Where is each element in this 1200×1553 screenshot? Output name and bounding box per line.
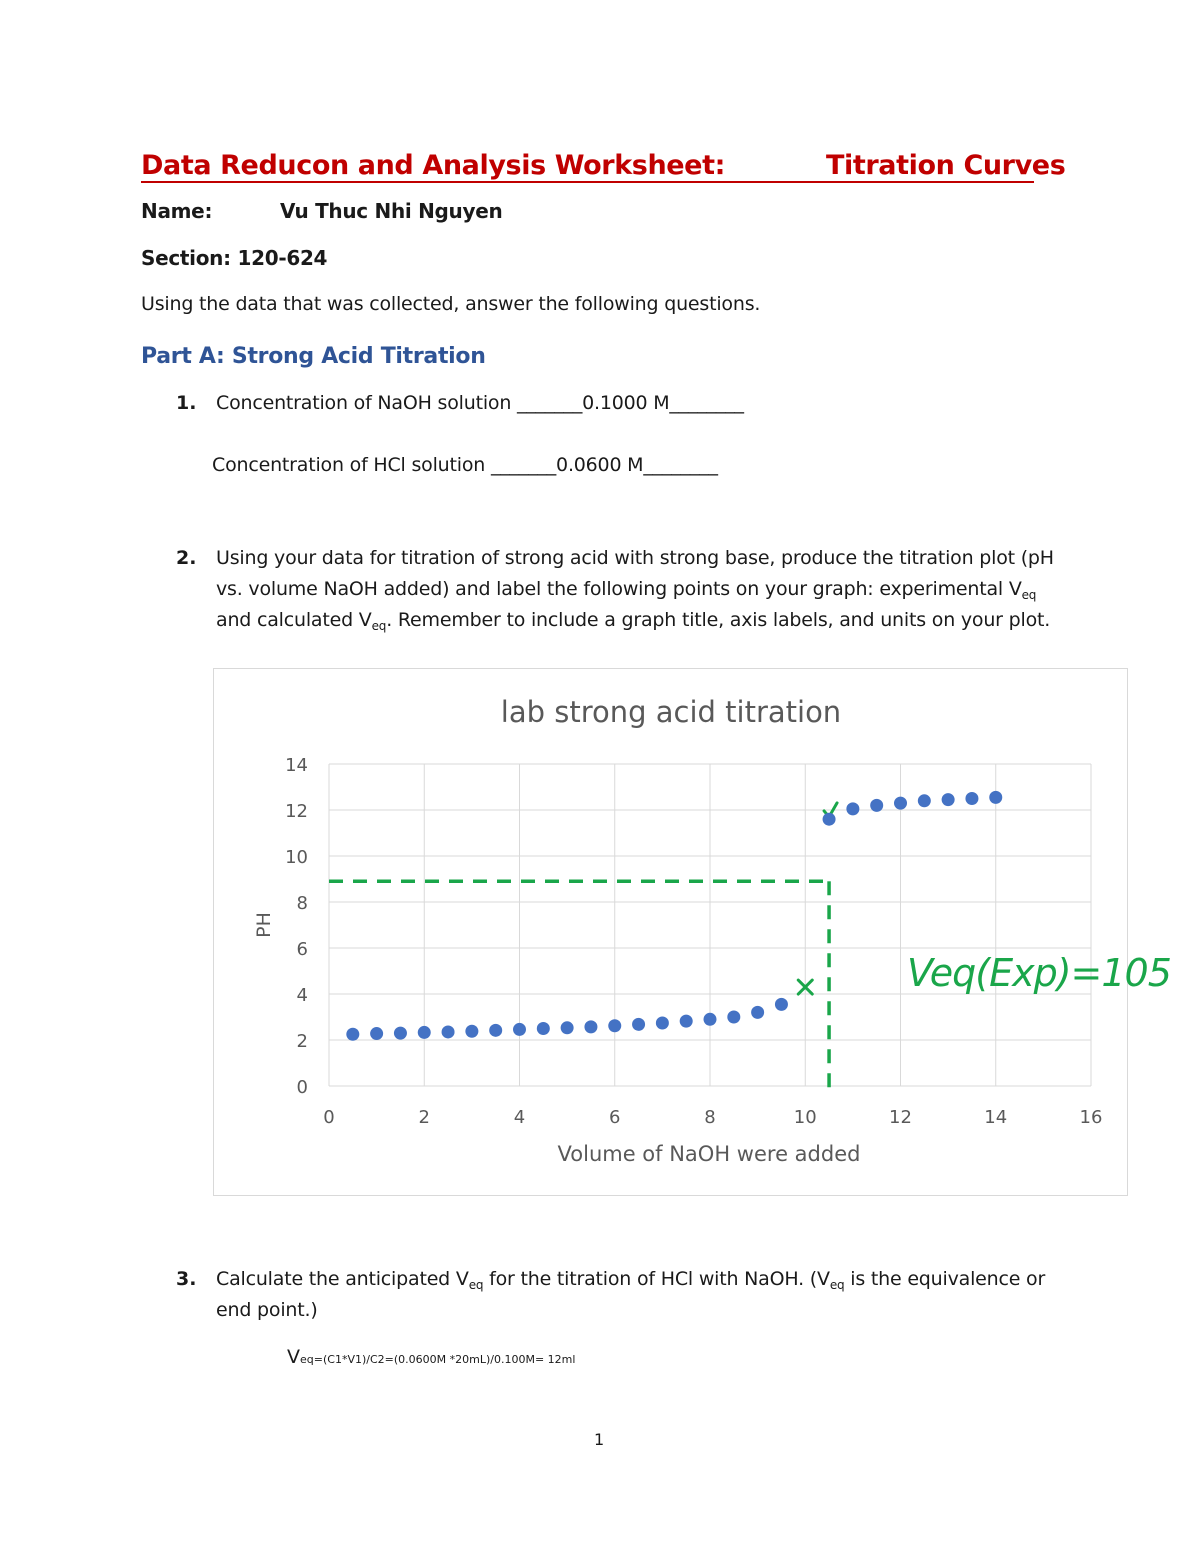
title-underline (141, 181, 1034, 183)
naoh-concentration: Concentration of NaOH solution _______0.1000 M________ (216, 392, 744, 414)
x-tick-label: 16 (1079, 1107, 1103, 1128)
data-point (918, 794, 931, 807)
y-tick-label: 12 (285, 801, 308, 822)
part-a-heading: Part A: Strong Acid Titration (141, 344, 486, 369)
x-axis-label: Volume of NaOH were added (557, 1142, 861, 1166)
data-point (394, 1027, 407, 1040)
chart-container (213, 668, 1171, 1196)
veq-experimental-annotation: Veq(Exp)=105 (907, 951, 1171, 995)
data-point (632, 1018, 645, 1031)
worksheet-subtitle: Titration Curves (826, 150, 1066, 181)
y-tick-label: 8 (296, 893, 308, 914)
x-tick-label: 0 (323, 1107, 335, 1128)
data-point (656, 1016, 669, 1029)
data-point (965, 792, 978, 805)
question-3-text: Calculate the anticipated $V_{eq}$ for the titration of HCl with NaOH. ($V_{eq}$ is the equivalence or end point.) (216, 1268, 1046, 1321)
y-tick-label: 10 (285, 847, 308, 868)
data-point (870, 799, 883, 812)
y-tick-label: 4 (296, 985, 308, 1006)
veq-formula: Veq=(C1*V1)/C2=(0.0600M *20mL)/0.100M= 12ml (287, 1346, 576, 1368)
annotations (329, 803, 1171, 1092)
data-point (727, 1011, 740, 1024)
data-point (823, 813, 836, 826)
data-point (537, 1022, 550, 1035)
x-tick-label: 2 (418, 1107, 430, 1128)
data-point (418, 1026, 431, 1039)
data-point (751, 1006, 764, 1019)
data-points (346, 791, 1002, 1041)
y-axis-label: PH (253, 912, 275, 938)
x-tick-label: 6 (609, 1107, 621, 1128)
x-tick-label: 10 (793, 1107, 817, 1128)
data-point (704, 1013, 717, 1026)
x-tick-label: 4 (513, 1107, 526, 1128)
data-point (346, 1028, 359, 1041)
y-tick-label: 6 (296, 939, 308, 960)
question-3-number: 3. (176, 1268, 197, 1290)
page-number: 1 (594, 1430, 605, 1449)
hcl-concentration: Concentration of HCl solution _______0.0600 M________ (212, 454, 718, 476)
instructions: Using the data that was collected, answer the following questions. (141, 293, 761, 315)
chart-title: lab strong acid titration (500, 695, 842, 729)
data-point (561, 1021, 574, 1034)
section-label: Section: 120-624 (141, 246, 328, 270)
worksheet-title: Data Reducon and Analysis Worksheet: (141, 150, 726, 181)
grid-lines (329, 764, 1091, 1086)
data-point (584, 1020, 597, 1033)
data-point (465, 1025, 478, 1038)
data-point (608, 1019, 621, 1032)
y-tick-label: 14 (285, 755, 308, 776)
name-value: Vu Thuc Nhi Nguyen (280, 199, 503, 223)
data-point (513, 1023, 526, 1036)
data-point (370, 1027, 383, 1040)
question-2-text: Using your data for titration of strong acid with strong base, produce the titration plot (pH vs. volume NaOH added) and label the following points on your graph: experimental $V_{eq}$ and calculated $V_{eq}$. Remember to include a graph title, axis labels, and units on your plot. (216, 547, 1054, 633)
x-tick-label: 12 (889, 1107, 912, 1128)
data-point (894, 797, 907, 810)
titration-chart (214, 669, 1171, 1195)
y-tick-label: 2 (296, 1031, 308, 1052)
question-2-number: 2. (176, 547, 197, 569)
data-point (442, 1025, 455, 1038)
data-point (942, 793, 955, 806)
axis-ticks (285, 755, 1102, 1128)
name-label: Name: (141, 199, 213, 223)
x-tick-label: 8 (704, 1107, 716, 1128)
question-1-number: 1. (176, 392, 197, 414)
data-point (489, 1024, 502, 1037)
data-point (775, 998, 788, 1011)
data-point (846, 802, 859, 815)
data-point (680, 1015, 693, 1028)
y-tick-label: 0 (296, 1077, 308, 1098)
x-tick-label: 14 (984, 1107, 1008, 1128)
data-point (989, 791, 1002, 804)
